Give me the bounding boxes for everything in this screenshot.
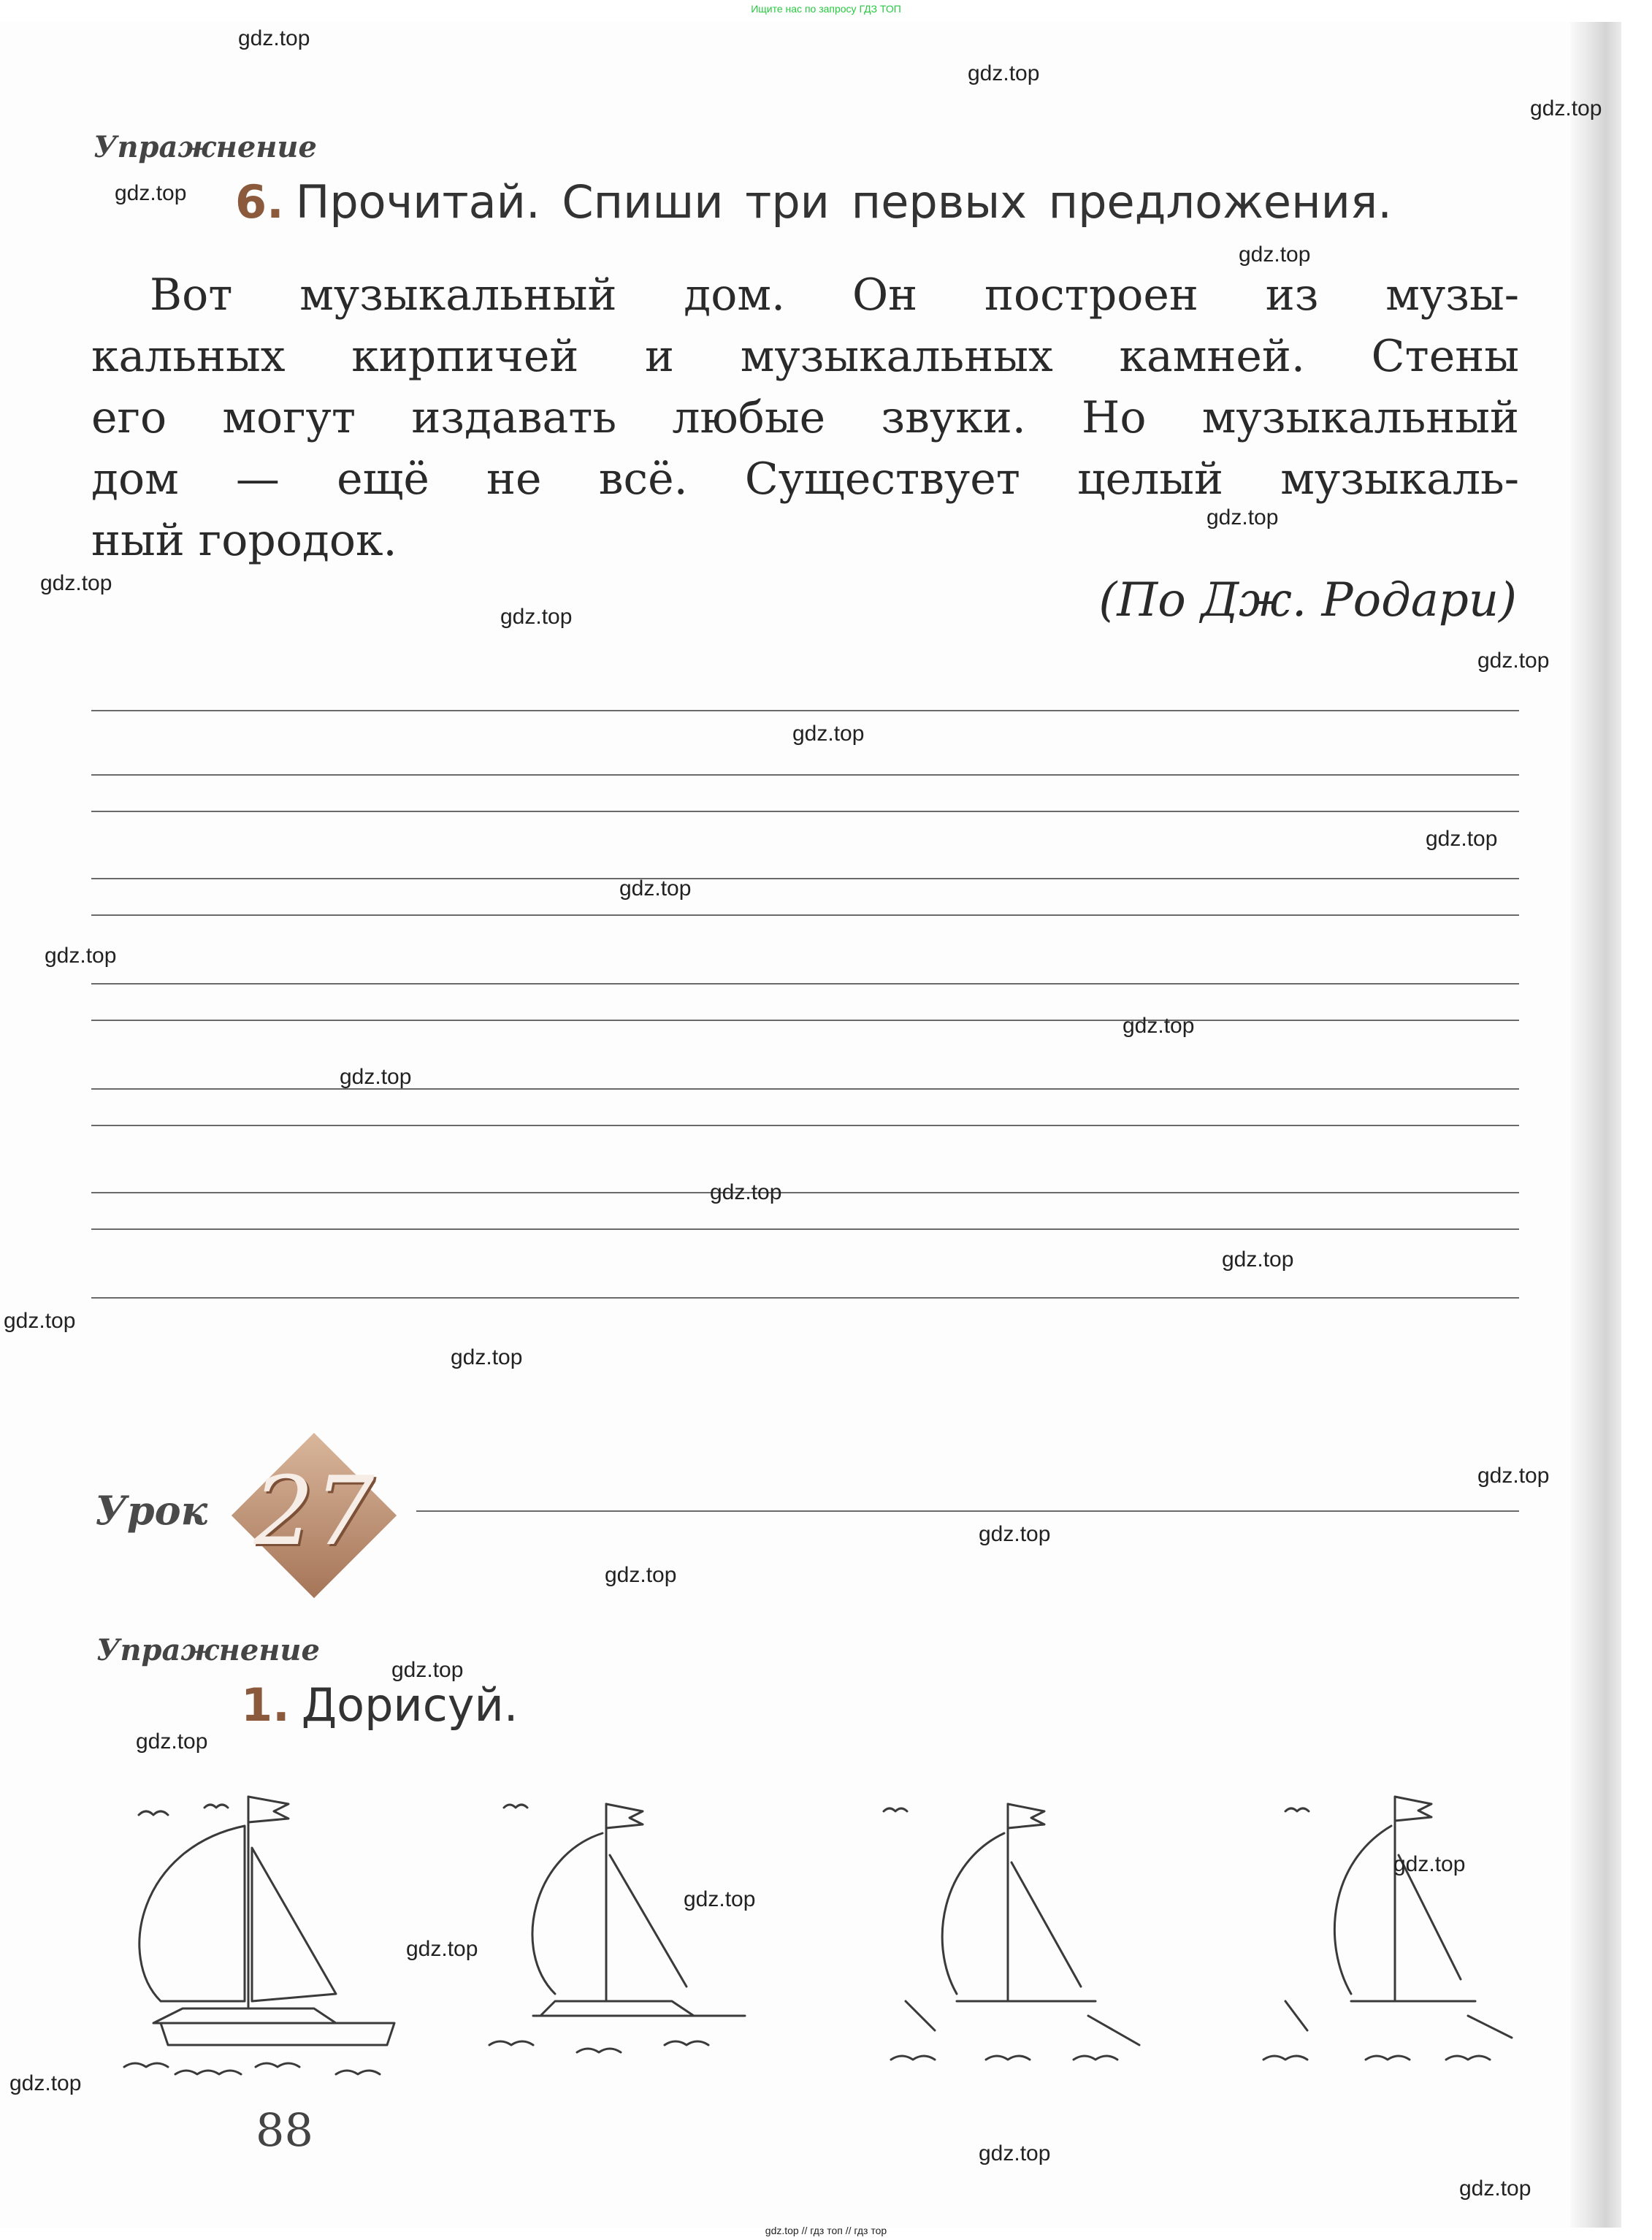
writing-line [91,774,1519,776]
header-note: Ищите нас по запросу ГДЗ ТОП [751,3,901,15]
watermark: gdz.top [605,1563,677,1587]
watermark: gdz.top [451,1345,523,1369]
boat-partial-3 [1263,1797,1512,2060]
text-line: дом — ещё не всё. Существует целый музыкаль- [91,454,1519,505]
boat-partial-2 [884,1804,1139,2060]
writing-line [91,1297,1519,1299]
exercise-6-label: Упражнение [93,130,317,164]
writing-line [91,1125,1519,1126]
exercise-1-label: Упражнение [96,1633,320,1667]
watermark: gdz.top [1239,242,1311,267]
lesson-date-line [416,1510,1519,1512]
watermark: gdz.top [979,1522,1051,1546]
writing-line [91,914,1519,916]
watermark: gdz.top [115,181,187,205]
watermark: gdz.top [1426,827,1498,851]
exercise-1-number: 1. [241,1678,290,1732]
watermark: gdz.top [1530,96,1602,121]
watermark: gdz.top [45,944,117,968]
boat-complete [124,1797,394,2074]
watermark: gdz.top [9,2071,82,2095]
watermark: gdz.top [238,26,310,50]
lesson-label: Урок [95,1487,208,1534]
exercise-6-text [91,264,1519,571]
lesson-badge [226,1428,402,1603]
watermark: gdz.top [500,605,573,629]
watermark: gdz.top [340,1065,412,1089]
exercise-6-task [235,175,1392,229]
text-line: Вот музыкальный дом. Он построен из музы- [150,270,1519,321]
text-line: ный городок. [91,515,397,566]
exercise-1-instruction: Дорисуй. [301,1678,519,1732]
watermark: gdz.top [391,1658,464,1682]
watermark: gdz.top [40,571,112,595]
watermark: gdz.top [619,876,692,901]
watermark: gdz.top [710,1180,782,1204]
watermark: gdz.top [4,1309,76,1333]
text-author: (По Дж. Родари) [1098,573,1517,627]
exercise-6-instruction: Прочитай. Спиши три первых предложения. [295,175,1392,229]
text-line: кальных кирпичей и музыкальных камней. Стены [91,331,1519,382]
writing-line [91,878,1519,879]
watermark: gdz.top [792,722,865,746]
watermark: gdz.top [968,61,1040,85]
book-spine-shadow [1570,22,1621,2228]
watermark: gdz.top [979,2141,1051,2166]
page-number: 88 [256,2103,313,2157]
writing-line [91,1020,1519,1021]
lesson-number: 27 [253,1456,375,1567]
writing-line [91,1192,1519,1193]
writing-line [91,1228,1519,1230]
writing-line [91,1088,1519,1090]
watermark: gdz.top [684,1887,756,1911]
watermark: gdz.top [1393,1852,1466,1876]
watermark: gdz.top [1477,1464,1550,1488]
text-line: его могут издавать любые звуки. Но музыкальный [91,392,1519,443]
exercise-1-task [241,1678,519,1732]
sailboats-drawing [95,1782,1526,2089]
writing-line [91,811,1519,812]
watermark: gdz.top [1477,649,1550,673]
watermark: gdz.top [1123,1014,1195,1038]
writing-line [91,983,1519,985]
exercise-6-number: 6. [235,175,284,229]
watermark: gdz.top [136,1729,208,1754]
watermark: gdz.top [1459,2176,1531,2201]
watermark: gdz.top [1222,1247,1294,1272]
boat-partial-1 [489,1804,745,2052]
watermark: gdz.top [406,1937,478,1961]
footer-note: gdz.top // гдз топ // гдз тор [765,2225,887,2236]
watermark: gdz.top [1207,505,1279,530]
writing-line [91,710,1519,711]
